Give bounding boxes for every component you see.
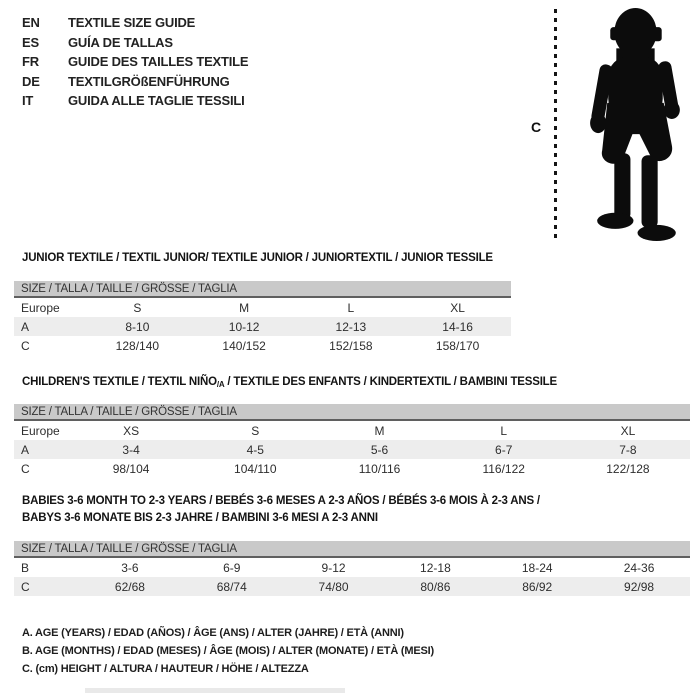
children-size-table (14, 404, 690, 478)
size-header-bar: SIZE / TALLA / TAILLE / GRÖSSE / TAGLIA (14, 281, 511, 298)
size-header-bar: SIZE / TALLA / TAILLE / GRÖSSE / TAGLIA (14, 541, 690, 558)
row-label: C (21, 338, 30, 353)
lang-label: GUIDA ALLE TAGLIE TESSILI (68, 93, 245, 109)
size-value-cell: 140/152 (222, 338, 266, 353)
size-value-cell: 18-24 (521, 560, 553, 575)
size-value-cell: 6-7 (495, 442, 513, 457)
lang-row-en (22, 13, 248, 33)
lang-label: TEXTILGRÖßENFÜHRUNG (68, 73, 230, 89)
size-value-cell: 104/110 (234, 461, 277, 476)
size-value-cell: 128/140 (115, 338, 160, 353)
size-value-cell: 3-6 (121, 560, 139, 575)
size-value-cell: 62/68 (114, 579, 145, 594)
size-value-cell: S (133, 300, 142, 315)
size-value-cell: 7-8 (619, 442, 637, 457)
size-value-cell: 110/116 (358, 461, 401, 476)
lang-code: DE (22, 73, 40, 89)
size-value-cell: 5-6 (370, 442, 389, 457)
size-value-cell: 74/80 (318, 579, 349, 594)
size-value-cell: 9-12 (321, 560, 346, 575)
size-value-cell: 10-12 (228, 319, 260, 334)
junior-section-title: JUNIOR TEXTILE / TEXTIL JUNIOR/ TEXTILE JUNIOR / JUNIORTEXTIL / JUNIOR TESSILE (22, 252, 493, 264)
size-header-bar: SIZE / TALLA / TAILLE / GRÖSSE / TAGLIA (14, 404, 690, 421)
size-row-c (14, 577, 690, 596)
size-row-c (14, 459, 690, 478)
size-value-cell: S (251, 423, 260, 438)
height-measure-label: C (531, 119, 542, 135)
size-value-cell: 8-10 (125, 319, 150, 334)
size-row-europe (14, 421, 690, 440)
height-dotted-line (554, 9, 557, 243)
size-row-a (14, 440, 690, 459)
size-value-cell: 92/98 (624, 579, 655, 594)
row-label: A (21, 442, 30, 457)
row-label: Europe (21, 300, 60, 315)
size-row-c (14, 336, 511, 355)
lang-code: ES (22, 34, 39, 50)
lang-code: IT (22, 93, 34, 109)
footnotes (22, 624, 434, 678)
lang-row-it (22, 91, 248, 111)
lang-code: FR (22, 54, 39, 70)
size-value-cell: 158/170 (435, 338, 480, 353)
size-value-cell: XL (450, 300, 465, 315)
footnote-c: C. (cm) HEIGHT / ALTURA / HAUTEUR / HÖHE / ALTEZZA (22, 663, 309, 675)
size-row-europe (14, 298, 511, 317)
row-label: C (21, 461, 30, 476)
size-value-cell: 12-18 (420, 560, 451, 575)
babies-section-title-line1: BABIES 3-6 MONTH TO 2-3 YEARS / BEBÉS 3-6 MESES A 2-3 AÑOS / BÉBÉS 3-6 MOIS À 2-3 ANS / (22, 495, 540, 507)
lang-row-fr (22, 52, 248, 72)
toddler-silhouette-icon (580, 6, 695, 244)
row-label: B (21, 560, 30, 575)
size-value-cell: M (374, 423, 385, 438)
babies-size-table (14, 541, 690, 596)
lang-code: EN (22, 15, 40, 31)
cut-off-content-strip (85, 688, 345, 693)
lang-row-de (22, 72, 248, 92)
junior-size-table (14, 281, 511, 355)
size-value-cell: XS (123, 423, 140, 438)
size-value-cell: 98/104 (112, 461, 150, 476)
size-value-cell: M (239, 300, 250, 315)
row-label: A (21, 319, 30, 334)
size-value-cell: 116/122 (482, 461, 525, 476)
size-value-cell: 86/92 (522, 579, 553, 594)
size-value-cell: L (500, 423, 508, 438)
size-value-cell: XL (620, 423, 636, 438)
lang-label: GUÍA DE TALLAS (68, 34, 173, 50)
size-value-cell: 6-9 (223, 560, 241, 575)
size-value-cell: 3-4 (122, 442, 140, 457)
size-row-a (14, 317, 511, 336)
row-label: Europe (21, 423, 60, 438)
footnote-b: B. AGE (MONTHS) / EDAD (MESES) / ÂGE (MOIS) / ALTER (MONATE) / ETÀ (MESI) (22, 645, 434, 657)
size-value-cell: 152/158 (329, 338, 373, 353)
size-value-cell: L (347, 300, 355, 315)
babies-section-title-line2: BABYS 3-6 MONATE BIS 2-3 JAHRE / BAMBINI 3-6 MESI A 2-3 ANNI (22, 512, 378, 524)
size-value-cell: 68/74 (216, 579, 247, 594)
size-row-b (14, 558, 690, 577)
lang-label: TEXTILE SIZE GUIDE (68, 15, 196, 31)
size-value-cell: 4-5 (246, 442, 264, 457)
footnote-a: A. AGE (YEARS) / EDAD (AÑOS) / ÂGE (ANS) / ALTER (JAHRE) / ETÀ (ANNI) (22, 627, 404, 639)
size-value-cell: 122/128 (606, 461, 650, 476)
size-value-cell: 80/86 (420, 579, 451, 594)
size-value-cell: 14-16 (442, 319, 473, 334)
size-value-cell: 24-36 (623, 560, 655, 575)
lang-row-es (22, 33, 248, 53)
row-label: C (21, 579, 30, 594)
language-list (22, 13, 248, 111)
children-section-title: CHILDREN'S TEXTILE / TEXTIL $NIÑO_{/A}$ / TEXTILE DES ENFANTS / KINDERTEXTIL / BAMBINI TESSILE (22, 376, 557, 389)
lang-label: GUIDE DES TAILLES TEXTILE (68, 54, 249, 70)
size-value-cell: 12-13 (335, 319, 367, 334)
